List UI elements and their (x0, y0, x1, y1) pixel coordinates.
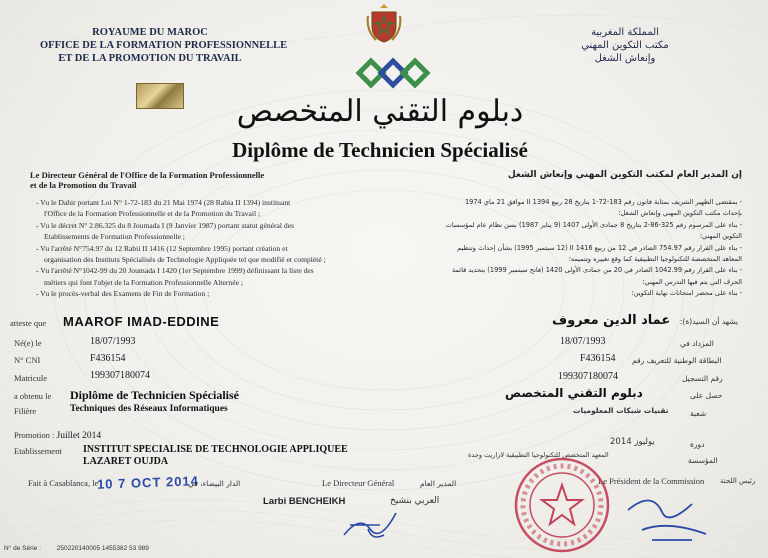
promotion-label: Promotion : Juillet 2014 (14, 430, 102, 441)
ofppt-logo-icon (355, 55, 431, 91)
dg-name-ar: العربي بنشيخ (390, 496, 440, 506)
obtained-label: a obtenu le (14, 391, 52, 401)
matricule-label: Matricule (14, 373, 48, 383)
vu-ar-line: الحرف التي يتم فيها التدرس المهني؛ (642, 277, 742, 286)
vu-ar-line: - بناء على القرار رقم 1042.99 الصادر في 20 من جمادى الأولى 1420 (فاتح سبتمبر 1999) بتحديد قائمة (451, 266, 742, 275)
header-fr-line3: ET DE LA PROMOTION DU TRAVAIL (58, 53, 242, 64)
etab-label: Etablissement (14, 446, 62, 456)
cni-label: N° CNI (14, 355, 41, 365)
vu-ar-block (400, 197, 742, 300)
vu-fr-line: - Vu le Dahir portant Loi N° 1-72-183 du 21 Mai 1974 (28 Rabia II 1394) instituant (36, 198, 291, 207)
cni-value-ar: F436154 (580, 353, 616, 364)
filiere-ar-label: شعبة (690, 409, 707, 418)
fait-ar: الدار البيضاء، في (188, 479, 241, 488)
etab-ar-label: المؤسسة (688, 456, 718, 465)
title-fr: Diplôme de Technicien Spécialisé (232, 138, 528, 162)
diploma-name-fr: Diplôme de Technicien Spécialisé (70, 388, 240, 402)
birth-date-ar: 18/07/1993 (560, 336, 606, 347)
obtained-ar-label: حصل على (690, 391, 723, 400)
director-fr (30, 170, 264, 190)
vu-fr-line: - Vu l'arrêté N°1042-99 du 20 Joumada I 1420 (1er Septembre 1999) définissant la liste des (36, 266, 314, 276)
vu-ar-line: - بناء على محضر امتحانات نهاية التكوين؛ (631, 289, 742, 298)
header-fr-line1: ROYAUME DU MAROC (92, 27, 208, 38)
header-fr-line2: OFFICE DE LA FORMATION PROFESSIONNELLE (40, 40, 288, 51)
etab-value-ar: المعهد المتخصص للتكنولوجيا التطبيقية لازاريت وجدة (468, 451, 609, 459)
vu-fr-line: - Vu l'arrêté N°754.97 du 12 Rabii II 1416 (12 Septembre 1995) portant création et (36, 243, 288, 253)
birth-date-fr: 18/07/1993 (90, 336, 136, 347)
serial-number (4, 545, 149, 552)
vu-ar-line: - بناء على القرار رقم 754.97 الصادر في 12 من ربيع II 1416 (12 سبتمبر 1995) بشأن إحداث وتنظيم (457, 243, 742, 252)
etab-line1: INSTITUT SPECIALISE DE TECHNOLOGIE APPLIQUEE (83, 444, 348, 455)
director-ar: إن المدير العام لمكتب التكوين المهني وإنعاش الشغل (507, 170, 742, 180)
atteste-label: atteste que (10, 318, 47, 328)
hologram-seal (136, 83, 184, 109)
dg-signature-icon (340, 505, 400, 545)
vu-fr-line: métiers qui font l'objet de la Formation Professionnelle Alternée ; (44, 277, 243, 287)
etab-line2: LAZARET OUJDA (83, 456, 169, 467)
vu-fr-line: Etablissements de Formation Professionnelle ; (44, 232, 185, 242)
filiere-value-ar: تقنيات شبكات المعلوميات (573, 406, 669, 415)
filiere-value-fr: Techniques des Réseaux Informatiques (70, 404, 228, 414)
etab-value-fr (83, 444, 348, 468)
matricule-value-ar: 199307180074 (558, 371, 618, 382)
vu-ar-line: - بمقتضى الظهير الشريف بمثابة قانون رقم 183-72-1 بتاريخ 28 ربيع II 1394 موافق 21 ماي 1974 (464, 198, 742, 206)
header-ar-line3: وإنعاش الشغل (594, 53, 656, 64)
matricule-ar-label: رقم التسجيل (682, 374, 723, 383)
cni-ar-label: البطاقة الوطنية للتعريف رقم (632, 356, 722, 365)
director-fr-line2: et de la Promotion du Travail (30, 180, 137, 190)
birth-ar-label: المزداد في (680, 339, 714, 348)
vu-ar-line: التكوين المهني؛ (699, 232, 742, 241)
dg-title-fr: Le Directeur Général (322, 478, 395, 488)
header-ar-line2: مكتب التكوين المهني (581, 40, 669, 51)
promotion-label-text: Promotion (14, 430, 50, 440)
matricule-value-fr: 199307180074 (90, 370, 150, 381)
official-stamp-icon (512, 455, 612, 555)
promotion-ar-label: دورة (690, 440, 705, 449)
header-ar (520, 26, 730, 65)
vu-fr-line: organisation des Instituts Spécialisés de Technologie Appliquée tel que modifié et complété ; (44, 255, 326, 265)
president-title-ar: رئيس اللجنة (720, 477, 756, 485)
vu-ar-line: بإحداث مكتب التكوين المهني وإنعاش الشغل؛ (618, 209, 742, 218)
serial-value: 250220140005 1455382 53 989 (56, 545, 149, 552)
vu-ar-line: - بناء على المرسوم رقم 325-86-2 بتاريخ 8 جمادى الأولى 1407 (9 يناير 1987) بسن نظام عام لمؤسسات (445, 220, 742, 229)
holder-name-fr: MAAROF IMAD-EDDINE (63, 314, 220, 329)
promotion-value-ar: يوليوز 2014 (610, 437, 655, 447)
diploma-name-ar: دبلوم التقني المتخصص (505, 386, 643, 400)
vu-fr-line: - Vu le décret N° 2.86.325 du 8 Joumada I (9 Janvier 1987) portant statut général des (36, 220, 295, 230)
vu-ar-line: المعاهد المتخصصة للتكنولوجيا التطبيقية كما وقع تغييره وتتميمه؛ (568, 255, 742, 264)
atteste-ar-label: يشهد أن السيد(ة): (679, 317, 738, 326)
holder-name-ar: عماد الدين معروف (552, 313, 671, 328)
title-ar: دبلوم التقني المتخصص (236, 94, 524, 129)
vu-fr-line: - Vu le procès-verbal des Examens de Fin de Formation ; (36, 289, 210, 299)
filiere-label: Filière (14, 406, 37, 416)
cni-value-fr: F436154 (90, 353, 126, 364)
vu-fr-line: l'Office de la Formation Professionnelle et de la Promotion du Travail ; (44, 209, 261, 219)
fait-fr: Fait à Casablanca, le (28, 478, 99, 488)
vu-fr-block (36, 197, 366, 300)
promotion-value-fr: Juillet 2014 (56, 431, 102, 441)
coat-of-arms-icon (366, 2, 402, 46)
president-signature-icon (622, 490, 712, 550)
header-ar-line1: المملكة المغربية (591, 27, 659, 38)
dg-title-ar: المدير العام (420, 479, 457, 488)
issue-date-stamp: 10 7 OCT 2014 (96, 473, 200, 492)
director-fr-line1: Le Directeur Général de l'Office de la Formation Professionnelle (30, 170, 265, 180)
president-title-fr: Le Président de la Commission (598, 476, 705, 486)
dg-name-fr: Larbi BENCHEIKH (263, 496, 346, 507)
birth-label: Né(e) le (14, 338, 42, 348)
header-fr (40, 26, 288, 65)
serial-label: N° de Série : (4, 545, 41, 552)
